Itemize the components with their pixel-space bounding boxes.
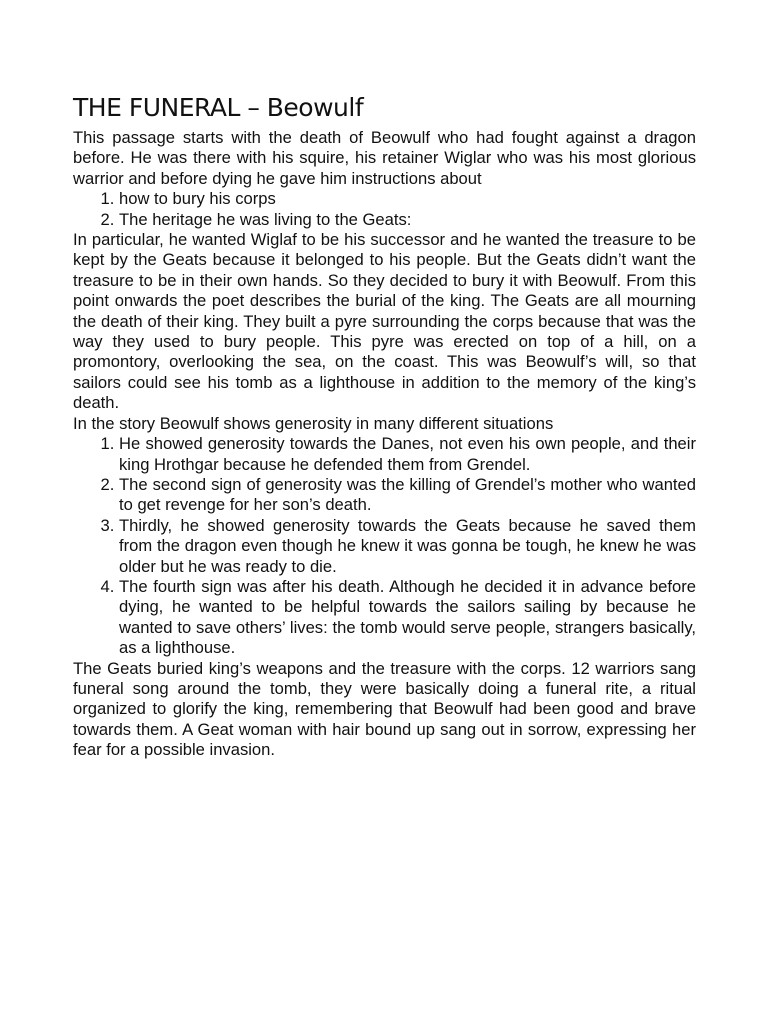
- list-item: 4. The fourth sign was after his death. Although he decided it in advance before dying, he wanted to be helpful towards the sailors sailing by because he wanted to save others’ lives: the tomb would serve people, strangers basically, as a lighthouse.: [119, 577, 696, 659]
- generosity-list: [73, 434, 696, 658]
- list-item: 1. how to bury his corps: [119, 189, 696, 209]
- list-item: 2. The heritage he was living to the Geats:: [119, 210, 696, 230]
- list-item: 1. He showed generosity towards the Danes, not even his own people, and their king Hrothgar because he defended them from Grendel.: [119, 434, 696, 475]
- generosity-intro: In the story Beowulf shows generosity in many different situations: [73, 413, 554, 433]
- instructions-list: [73, 189, 696, 230]
- intro-paragraph: This passage starts with the death of Beowulf who had fought against a dragon before. He was there with his squire, his retainer Wiglar who was his most glorious warrior and before dying he gave him instructions about: [73, 128, 696, 188]
- list-item: 2. The second sign of generosity was the killing of Grendel’s mother who wanted to get revenge for her son’s death.: [119, 475, 696, 516]
- burial-paragraph: In particular, he wanted Wiglaf to be his successor and he wanted the treasure to be kept by the Geats because it belonged to his people. But the Geats didn’t want the treasure to be in their own hands. So they decided to bury it with Beowulf. From this point onwards the poet describes the burial of the king. The Geats are all mourning the death of their king. They built a pyre surrounding the corps because that was the way they used to bury people. This pyre was erected on top of a hill, on a promontory, overlooking the sea, on the coast. This was Beowulf’s will, so that sailors could see his tomb as a lighthouse in addition to the memory of the king’s death.: [73, 230, 696, 413]
- closing-paragraph: The Geats buried king’s weapons and the treasure with the corps. 12 warriors sang funeral song around the tomb, they were basically doing a funeral rite, a ritual organized to glorify the king, remembering that Beowulf had been good and brave towards them. A Geat woman with hair bound up sang out in sorrow, expressing her fear for a possible invasion.: [73, 658, 696, 760]
- document-title: THE FUNERAL – Beowulf: [73, 93, 364, 122]
- list-item: 3. Thirdly, he showed generosity towards the Geats because he saved them from the dragon even though he knew it was gonna be tough, he knew he was older but he was ready to die.: [119, 516, 696, 577]
- document-page: [73, 92, 696, 761]
